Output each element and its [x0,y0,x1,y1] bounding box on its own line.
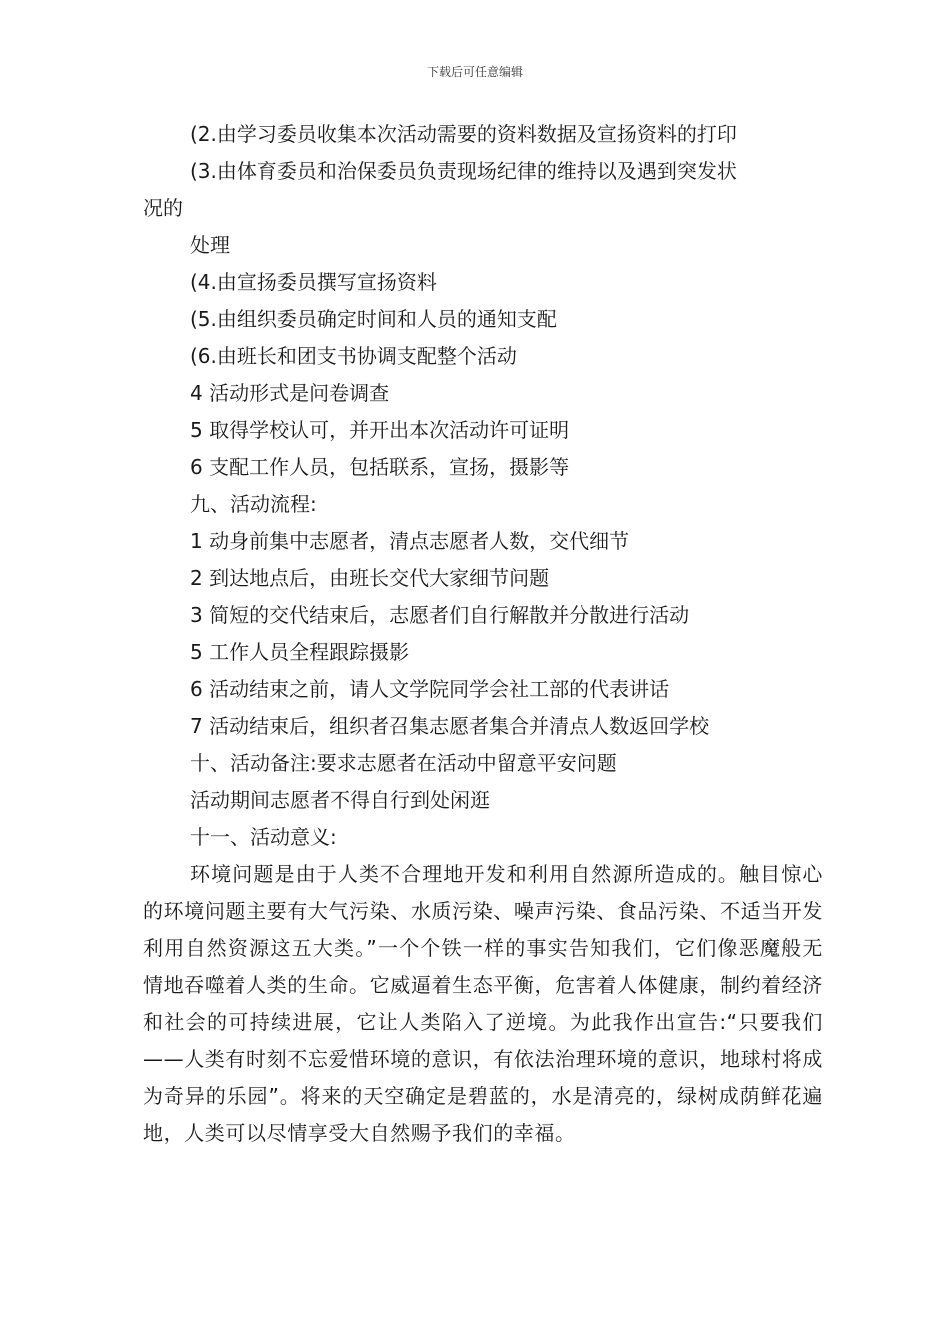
text-line: (3.由体育委员和治保委员负责现场纪律的维持以及遇到突发状 [190,159,737,183]
text-line: 5 工作人员全程跟踪摄影 [190,640,410,664]
text-line: 6 支配工作人员，包括联系，宣扬，摄影等 [190,455,570,479]
section-heading: 十一、活动意义: [190,825,337,849]
text-line: 7 活动结束后，组织者召集志愿者集合并清点人数返回学校 [190,714,710,738]
text-line: 况的 [143,196,183,220]
body-paragraph: 环境问题是由于人类不合理地开发和利用自然源所造成的。触目惊心的环境问题主要有大气污染、水质污染、噪声污染、食品污染、不适当开发利用自然资源这五大类。”一个个铁一样的事实告知我们，它们像恶魔般无情地吞噬着人类的生命。它威逼着生态平衡，危害着人体健康，制约着经济和社会的可持续进展，它让人类陷入了逆境。为此我作出宣告:“只要我们——人类有时刻不忘爱惜环境的意识，有依法治理环境的意识，地球村将成为奇异的乐园”。将来的天空确定是碧蓝的，水是清亮的，绿树成荫鲜花遍地，人类可以尽情享受大自然赐予我们的幸福。 [143,862,823,1145]
text-line: 2 到达地点后，由班长交代大家细节问题 [190,566,550,590]
text-line: (4.由宣扬委员撰写宣扬资料 [190,270,437,294]
text-line: 1 动身前集中志愿者，清点志愿者人数，交代细节 [190,529,630,553]
text-line: 3 简短的交代结束后，志愿者们自行解散并分散进行活动 [190,603,690,627]
text-line: 处理 [190,233,230,257]
text-line: (6.由班长和团支书协调支配整个活动 [190,344,517,368]
page-header: 下载后可任意编辑 [426,65,523,79]
text-line: 6 活动结束之前，请人文学院同学会社工部的代表讲话 [190,677,670,701]
section-heading: 十、活动备注:要求志愿者在活动中留意平安问题 [190,751,617,775]
document-body [143,116,823,1152]
text-line: 活动期间志愿者不得自行到处闲逛 [190,788,490,812]
text-line: (2.由学习委员收集本次活动需要的资料数据及宣扬资料的打印 [190,122,737,146]
section-heading: 九、活动流程: [190,492,317,516]
text-line: (5.由组织委员确定时间和人员的通知支配 [190,307,557,331]
text-line: 5 取得学校认可，并开出本次活动许可证明 [190,418,570,442]
text-line: 4 活动形式是问卷调查 [190,381,390,405]
